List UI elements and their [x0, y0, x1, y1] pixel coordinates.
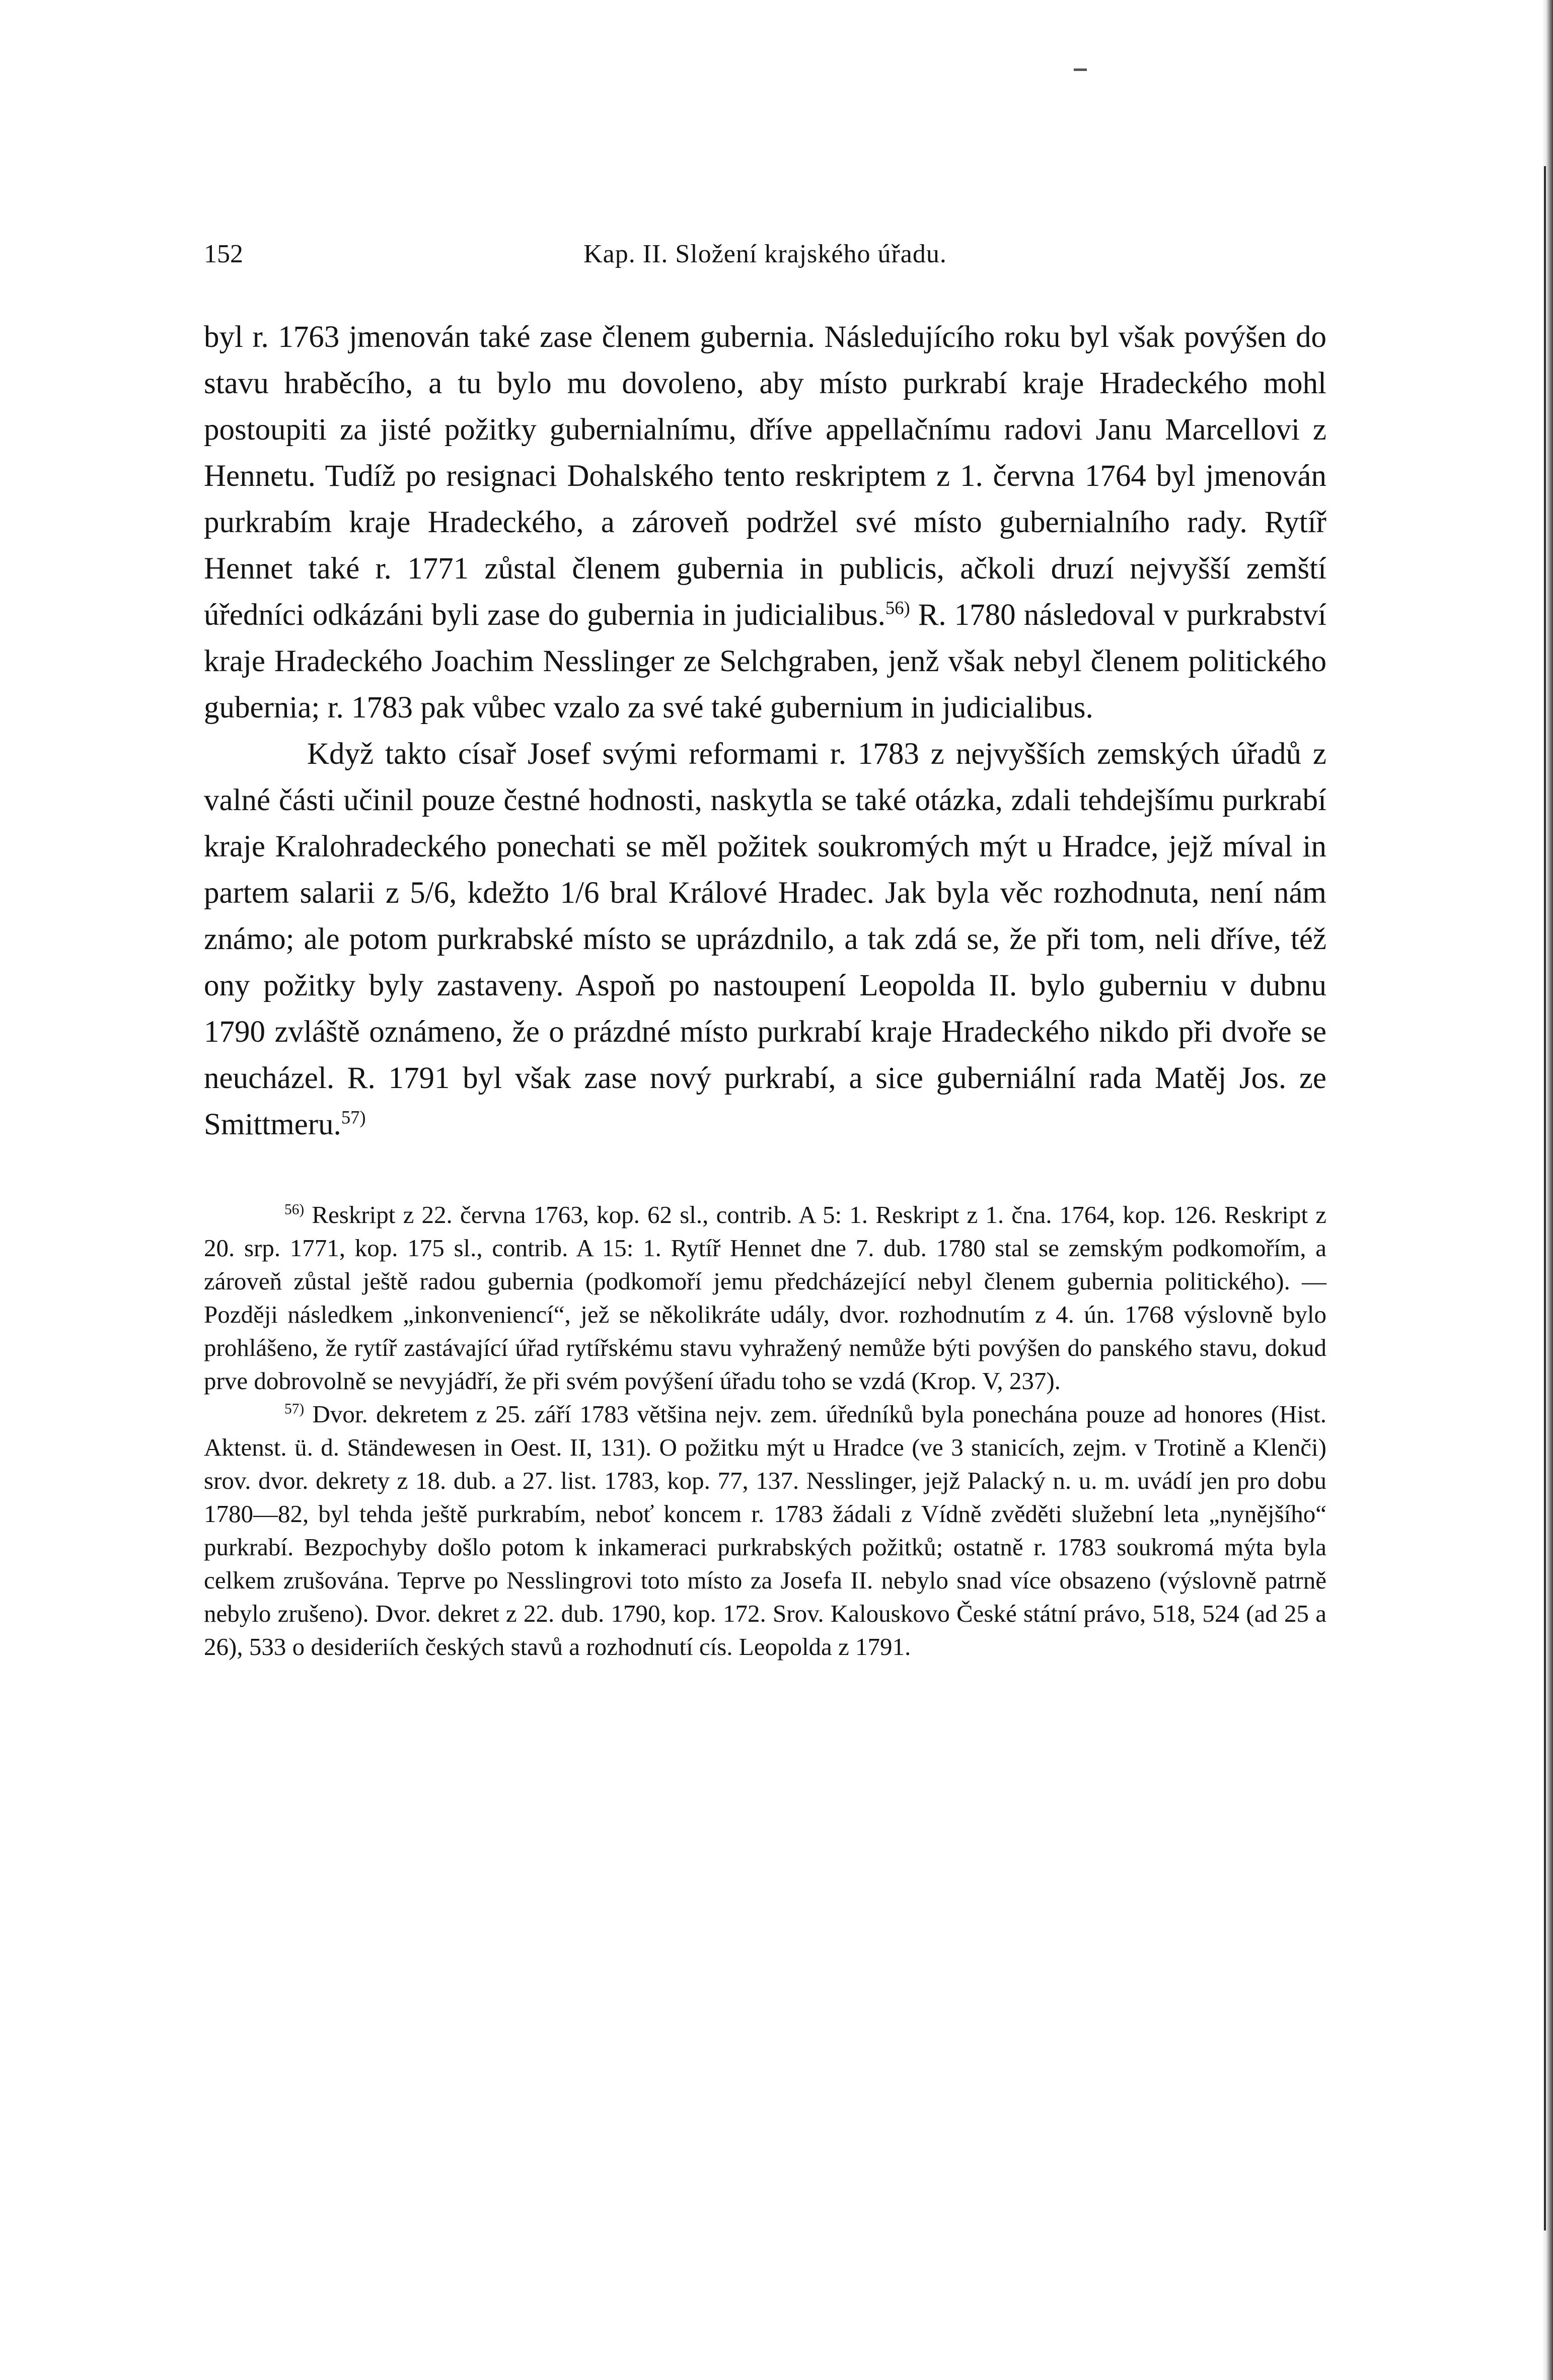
fraction-one-sixth: 1/6 [560, 876, 600, 910]
paragraph-2-text-b: , kdežto [449, 876, 560, 910]
footnote-57-text: Dvor. dekretem z 25. září 1783 většina nejv. zem. úředníků byla ponechána pouze ad honores (Hist. Aktenst. ü. d. Ständewesen in Oest. II, 131). O požitku mýt u Hradce (ve 3 stanicích, zejm. v Trotině a Klenči) srov. dvor. dekrety z 18. dub. a 27. list. 1783, kop. 77, 137. Nesslinger, jejž Palacký n. u. m. uvádí jen pro dobu 1780—82, byl tehda ještě purkrabím, neboť koncem r. 1783 žádali z Vídně zvěděti služební leta „nynějšího“ purkrabí. Bezpochyby došlo potom k inkameraci purkrabských požitků; ostatně r. 1783 soukromá mýta byla celkem zrušována. Teprve po Nesslingrovi toto místo za Josefa II. nebylo snad více obsazeno (výslovně patrně nebylo zrušeno). Dvor. dekret z 22. dub. 1790, kop. 172. Srov. Kalouskovo České státní právo, 518, 524 (ad 25 a 26), 533 o desideriích českých stavů a rozhodnutí cís. Leopolda z 1791. [204, 1400, 1326, 1661]
paragraph-1 [204, 314, 1326, 731]
scan-binding-shadow [1544, 166, 1546, 2230]
main-text [204, 314, 1326, 1148]
footnotes [204, 1198, 1326, 1664]
scan-speck [1074, 68, 1087, 71]
running-head: Kap. II. Složení krajského úřadu. [583, 240, 947, 268]
page-header [204, 237, 1326, 272]
page-number: 152 [204, 240, 243, 268]
footnote-ref-57: 57) [341, 1107, 366, 1128]
footnote-56-text: Reskript z 22. června 1763, kop. 62 sl., contrib. A 5: 1. Reskript z 1. čna. 1764, kop. 126. Reskript z 20. srp. 1771, kop. 175 sl., contrib. A 15: 1. Rytíř Hennet dne 7. dub. 1780 stal se zemským podkomořím, a zároveň zůstal ještě radou gubernia (podkomoří jemu předcházející nebyl členem gubernia politického). — Později následkem „inkonveniencí“, jež se několikráte udály, dvor. rozhodnutím z 4. ún. 1768 výslovně bylo prohlášeno, že rytíř zastávající úřad rytířskému stavu vyhražený nemůže býti povýšen do panského stavu, dokud prve dobrovolně se nevyjádří, že při svém povýšení úřadu toho se vzdá (Krop. V, 237). [204, 1201, 1326, 1395]
footnote-ref-56: 56) [885, 597, 910, 618]
paragraph-1-tail: R. 1780 následoval v purkrabství kraje Hradeckého Joachim Nesslinger ze Selchgraben, jenž však nebyl členem politického gubernia; r. 1783 pak vůbec vzalo za své také gubernium in judicialibus. [204, 598, 1326, 725]
footnote-57 [204, 1398, 1326, 1664]
footnote-57-marker: 57) [284, 1401, 305, 1417]
book-page [204, 237, 1326, 1664]
footnote-56-marker: 56) [284, 1201, 305, 1218]
footnote-56 [204, 1198, 1326, 1398]
paragraph-1-text: byl r. 1763 jmenován také zase členem gubernia. Následujícího roku byl však povýšen do stavu hraběcího, a tu bylo mu dovoleno, aby místo purkrabí kraje Hradeckého mohl postoupiti za jisté požitky gubernialnímu, dříve appellačnímu radovi Janu Marcellovi z Hennetu. Tudíž po resignaci Dohalského tento reskriptem z 1. června 1764 byl jmenován purkrabím kraje Hradeckého, a zároveň podržel své místo gubernialního rady. Rytíř Hennet také r. 1771 zůstal členem gubernia in publicis, ačkoli druzí nejvyšší zemští úředníci odkázáni byli zase do gubernia in judicialibus. [204, 320, 1326, 632]
paragraph-2-text-c: bral Králové Hradec. Jak byla věc rozhodnuta, není nám známo; ale potom purkrabské místo se uprázdnilo, a tak zdá se, že při tom, neli dříve, též ony požitky byly zastaveny. Aspoň po nastoupení Leopolda II. bylo guberniu v dubnu 1790 zvláště oznámeno, že o prázdné místo purkrabí kraje Hradeckého nikdo při dvoře se neucházel. R. 1791 byl však zase nový purkrabí, a sice guberniální rada Matěj Jos. ze Smittmeru. [204, 876, 1326, 1141]
paragraph-2 [204, 731, 1326, 1148]
fraction-five-sixths: 5/6 [410, 876, 450, 910]
paragraph-2-text-a: Když takto císař Josef svými reformami r. 1783 z nejvyšších zemských úřadů z valné části učinil pouze čestné hodnosti, naskytla se také otázka, zdali tehdejšímu purkrabí kraje Kralohradeckého ponechati se měl požitek soukromých mýt u Hradce, jejž míval in partem salarii z [204, 737, 1326, 910]
